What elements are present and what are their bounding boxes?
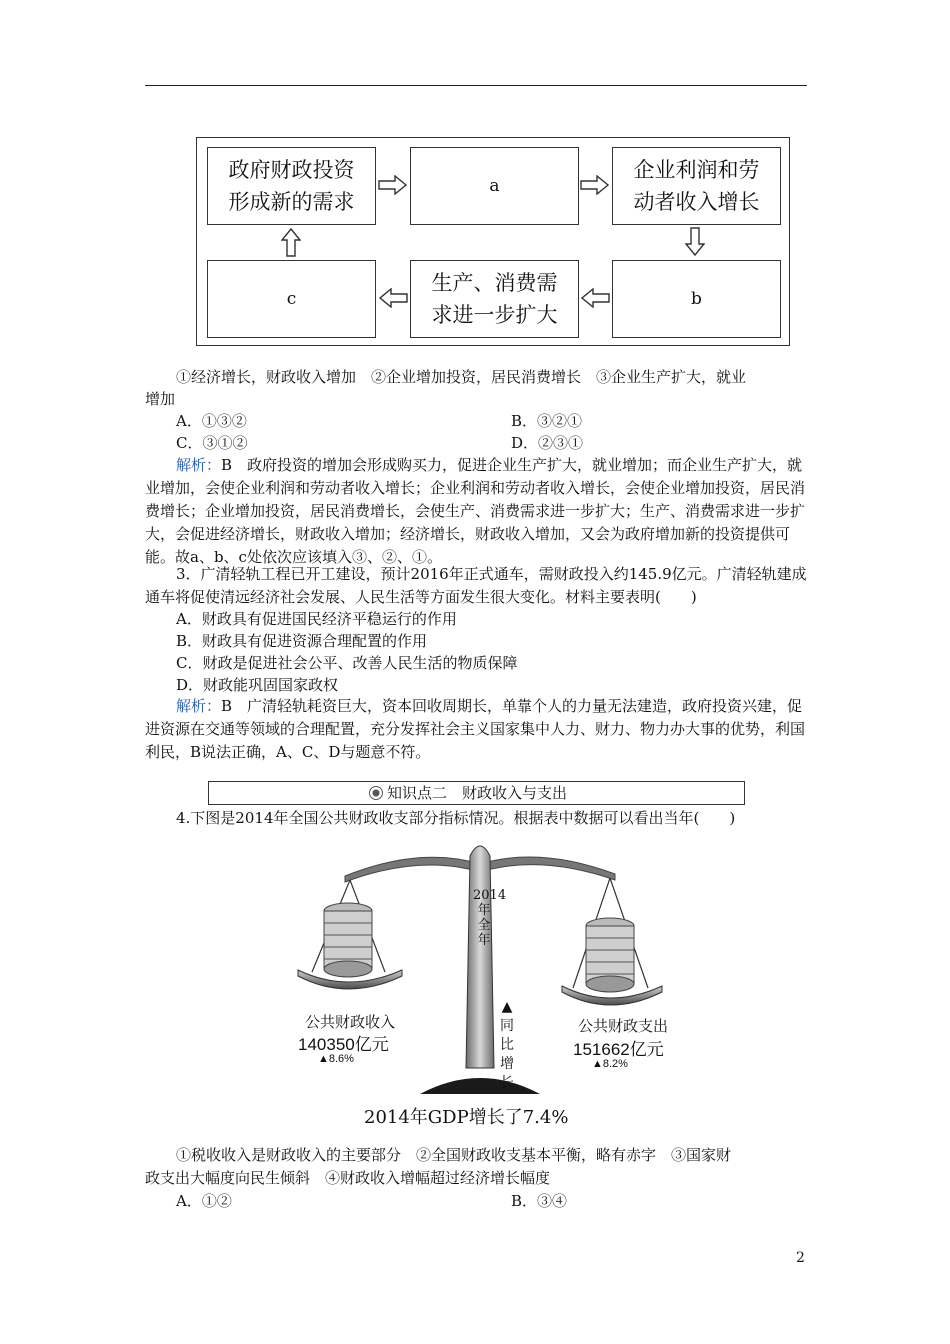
page-number: 2 [796, 1250, 805, 1266]
arrow-left-icon [580, 288, 610, 308]
arrow-right-icon [378, 175, 408, 195]
q2-analysis [145, 454, 807, 569]
q3-choice-c: C．财政是促进社会公平、改善人民生活的物质保障 [176, 654, 518, 672]
q3-choice-a: A．财政具有促进国民经济平稳运行的作用 [176, 610, 457, 628]
coin-stack-left [324, 903, 372, 977]
coin-stack-right [586, 918, 634, 992]
growth-vertical-label: ▲同比增长 [500, 999, 514, 1091]
q2-choice-d: D．②③① [511, 434, 584, 452]
revenue-label: 公共财政收入 [305, 1013, 396, 1031]
q2-choice-c: C．③①② [176, 434, 248, 452]
knowledge-point-banner [208, 781, 745, 805]
flow-box-b: b [612, 260, 781, 338]
expenditure-value: 151662亿元 [573, 1040, 664, 1059]
expenditure-growth: ▲8.2% [592, 1058, 628, 1070]
expenditure-label: 公共财政支出 [578, 1017, 669, 1035]
arrow-down-icon [685, 227, 705, 257]
analysis-text: B 政府投资的增加会形成购买力，促进企业生产扩大，就业增加；而企业生产扩大，就业增加，会使企业利润和劳动者收入增长；企业利润和劳动者收入增长，会使企业增加投资，居民消费增长；企业增加投资，居民消费增长，会使生产、消费需求进一步扩大；生产、消费需求进一步扩大，会促进经济增长，财政收入增加；经济增长，财政收入增加，又会为政府增加新的投资提供可能。故a、b、c处依次应该填入③、②、①。 [145, 456, 806, 566]
q3-choice-d: D．财政能巩固国家政权 [176, 676, 339, 694]
arrow-up-icon [281, 227, 301, 257]
q4-choice-b: B．③④ [511, 1192, 568, 1210]
knowledge-point-title: 知识点二 财政收入与支出 [387, 784, 568, 802]
revenue-growth: ▲8.6% [318, 1053, 354, 1065]
analysis-label: 解析： [176, 697, 222, 715]
flow-box-profit-income: 企业利润和劳 动者收入增长 [612, 147, 781, 225]
q2-choice-a: A．①③② [176, 412, 247, 430]
target-icon [369, 786, 383, 800]
flow-box-c: c [207, 260, 376, 338]
pillar-year-label: 2014年全年 [473, 888, 507, 948]
figure-caption: 2014年GDP增长了7.4% [364, 1107, 569, 1128]
q3-stem: 3．广清轻轨工程已开工建设，预计2016年正式通车，需财政投入约145.9亿元。广清轻轨建成通车将促使清远经济社会发展、人民生活等方面发生很大变化。材料主要表明( ) [145, 565, 807, 606]
q2-choice-b: B．③②① [511, 412, 583, 430]
analysis-text: B 广清轻轨耗资巨大，资本回收周期长，单靠个人的力量无法建造，政府投资兴建，促进资源在交通等领域的合理配置，充分发挥社会主义国家集中人力、财力、物力办大事的优势，利国利民，B说法正确，A、C、D与题意不符。 [145, 697, 806, 761]
q2-options-line2: 增加 [145, 390, 176, 408]
q4-options-line2: 政支出大幅度向民生倾斜 ④财政收入增幅超过经济增长幅度 [145, 1169, 551, 1187]
q3-choice-b: B．财政具有促进资源合理配置的作用 [176, 632, 428, 650]
flow-box-demand: 生产、消费需 求进一步扩大 [410, 260, 579, 338]
header-rule [145, 85, 807, 86]
q2-options-line1: ①经济增长，财政收入增加 ②企业增加投资，居民消费增长 ③企业生产扩大，就业 [176, 368, 747, 386]
q3-analysis [145, 695, 807, 764]
q4-choice-a: A．①② [176, 1192, 232, 1210]
flow-box-a: a [410, 147, 579, 225]
revenue-value: 140350亿元 [298, 1035, 389, 1054]
q4-stem: 4.下图是2014年全国公共财政收支部分指标情况。根据表中数据可以看出当年( ) [176, 809, 736, 827]
arrow-right-icon [580, 175, 610, 195]
q4-options-line1: ①税收收入是财政收入的主要部分 ②全国财政收支基本平衡，略有赤字 ③国家财 [176, 1146, 732, 1164]
flow-box-gov-investment: 政府财政投资 形成新的需求 [207, 147, 376, 225]
analysis-label: 解析： [176, 456, 222, 474]
arrow-left-icon [378, 288, 408, 308]
